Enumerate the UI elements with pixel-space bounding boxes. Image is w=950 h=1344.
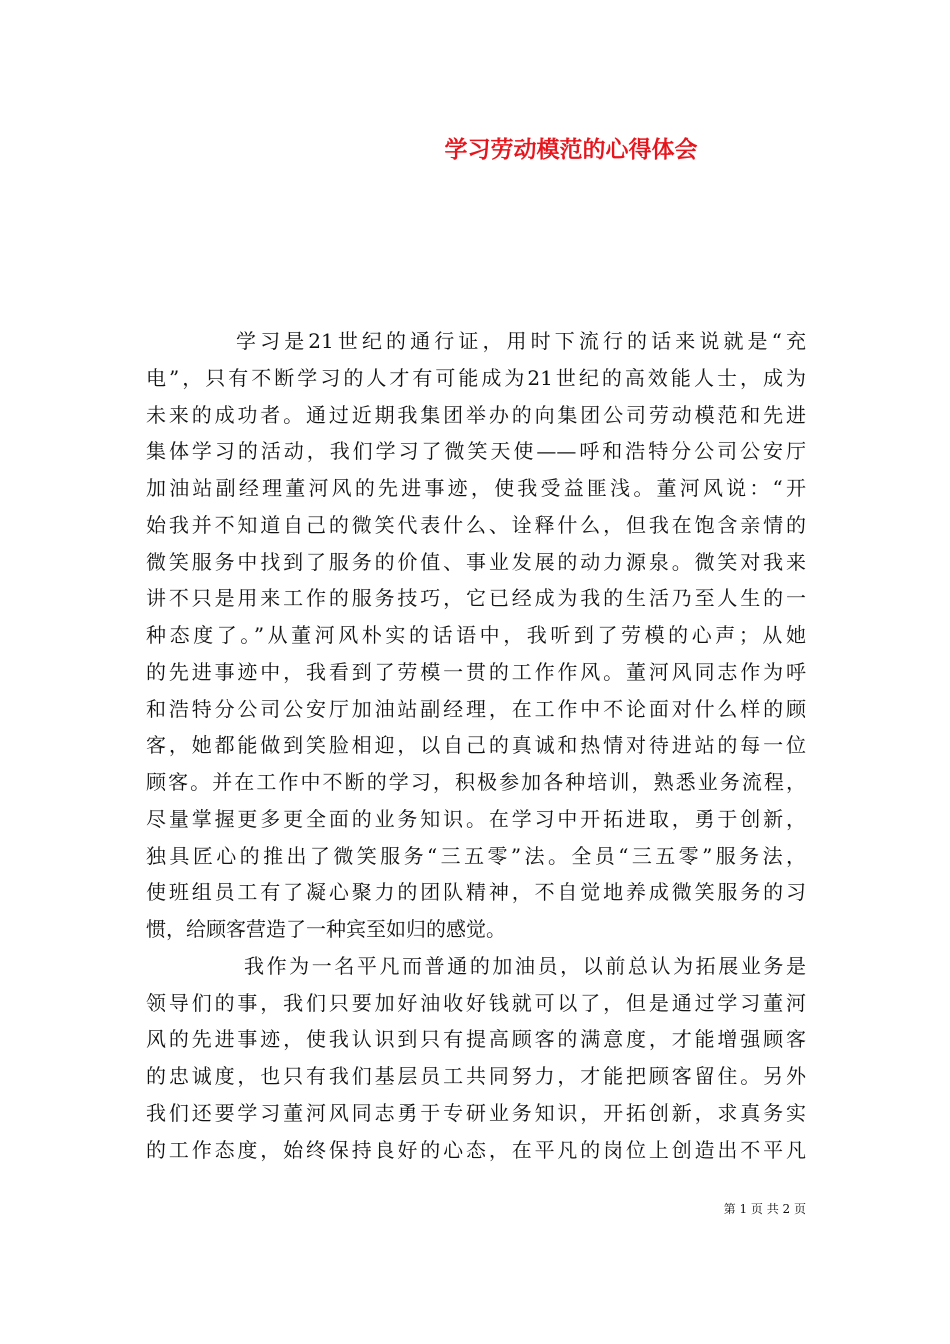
text-line: 学习是21世纪的通行证，用时下流行的话来说就是“充 — [236, 329, 806, 353]
text-line: 独具匠心的推出了微笑服务“三五零”法。全员“三五零”服务法， — [146, 843, 806, 868]
text-line: 的忠诚度，也只有我们基层员工共同努力，才能把顾客留住。另外 — [146, 1064, 806, 1088]
text-line: 种态度了。”从董河风朴实的话语中，我听到了劳模的心声；从她 — [146, 623, 806, 647]
text-line: 讲不只是用来工作的服务技巧，它已经成为我的生活乃至人生的一 — [146, 586, 806, 611]
text-line: 的先进事迹中，我看到了劳模一贯的工作作风。董河风同志作为呼 — [146, 659, 806, 684]
text-line: 客，她都能做到笑脸相迎，以自己的真诚和热情对待进站的每一位 — [146, 733, 806, 758]
text-line: 风的先进事迹，使我认识到只有提高顾客的满意度，才能增强顾客 — [146, 1027, 806, 1052]
text-line: 未来的成功者。通过近期我集团举办的向集团公司劳动模范和先进 — [146, 402, 806, 427]
text-line: 尽量掌握更多更全面的业务知识。在学习中开拓进取，勇于创新， — [146, 806, 806, 831]
text-line: 电”，只有不断学习的人才有可能成为21世纪的高效能人士，成为 — [146, 365, 806, 390]
text-line: 微笑服务中找到了服务的价值、事业发展的动力源泉。微笑对我来 — [146, 549, 806, 574]
text-line: 惯，给顾客营造了一种宾至如归的感觉。 — [146, 917, 506, 941]
text-line: 始我并不知道自己的微笑代表什么、诠释什么，但我在饱含亲情的 — [146, 512, 806, 537]
text-line: 使班组员工有了凝心聚力的团队精神，不自觉地养成微笑服务的习 — [146, 880, 806, 905]
paragraph-2 — [146, 948, 806, 1169]
text-line: 我作为一名平凡而普通的加油员，以前总认为拓展业务是 — [244, 953, 806, 978]
page-footer: 第 1 页 共 2 页 — [723, 1202, 806, 1216]
text-line: 集体学习的活动，我们学习了微笑天使——呼和浩特分公司公安厅 — [146, 439, 806, 464]
document-title: 学习劳动模范的心得体会 — [444, 136, 698, 163]
text-line: 我们还要学习董河风同志勇于专研业务知识，开拓创新，求真务实 — [146, 1100, 806, 1125]
text-line: 顾客。并在工作中不断的学习，积极参加各种培训，熟悉业务流程， — [146, 770, 806, 794]
document-body — [146, 323, 806, 1168]
text-line: 加油站副经理董河风的先进事迹，使我受益匪浅。董河风说：“开 — [146, 476, 806, 500]
text-line: 领导们的事，我们只要加好油收好钱就可以了，但是通过学习董河 — [146, 990, 806, 1015]
paragraph-1 — [146, 323, 806, 948]
text-line: 和浩特分公司公安厅加油站副经理，在工作中不论面对什么样的顾 — [146, 696, 806, 721]
text-line: 的工作态度，始终保持良好的心态，在平凡的岗位上创造出不平凡 — [146, 1137, 806, 1162]
